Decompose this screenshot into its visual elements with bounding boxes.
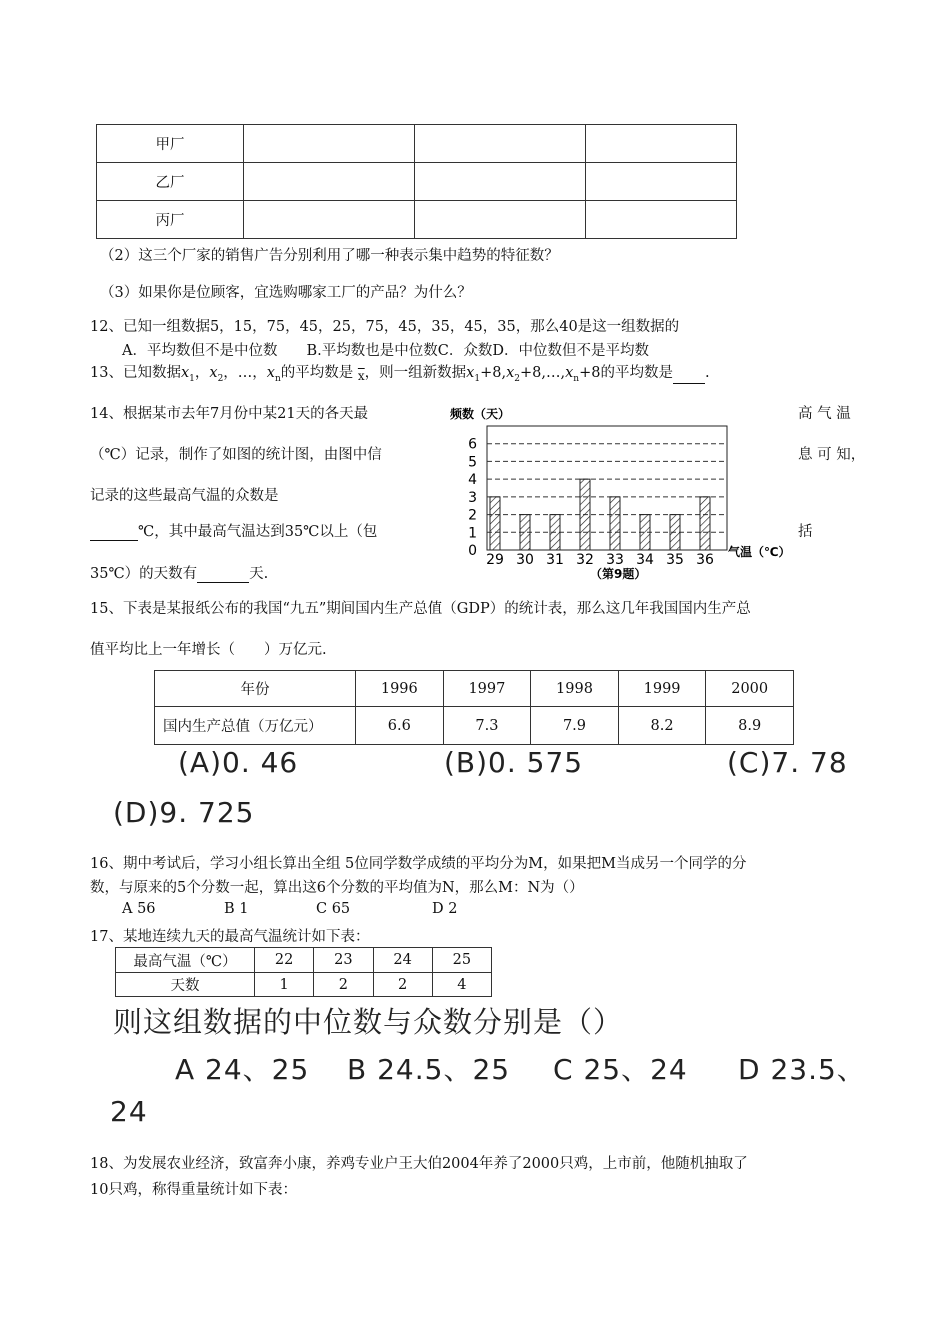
temp-cell: 4 <box>432 973 491 997</box>
chart-x-tick-label: 29 <box>486 552 504 568</box>
q16-option-b: B 1 <box>224 901 249 917</box>
gdp-header: 1999 <box>618 671 706 707</box>
chart-x-tick-label: 34 <box>636 552 654 568</box>
q14-line1-left: 14、根据某市去年7月份中某21天的各天最 <box>90 406 369 422</box>
q13-text: +8, <box>520 365 546 381</box>
var: x <box>466 365 475 381</box>
chart-bar <box>550 515 560 550</box>
temp-header: 23 <box>314 948 373 973</box>
gdp-cell: 8.9 <box>706 707 794 745</box>
q12-stem: 12、已知一组数据5，15，75，45，25，75，45，35，45，35，那么40是这一组数据的 <box>90 319 680 335</box>
temp-cell: 2 <box>314 973 373 997</box>
q14-line3: 记录的这些最高气温的众数是 <box>90 488 279 504</box>
q15-option-d: (D)9. 725 <box>113 796 255 829</box>
q14-text: 天. <box>249 566 269 582</box>
table-cell <box>415 201 586 239</box>
q17-option-d-cont: 24 <box>110 1095 148 1128</box>
q13-text: +8, <box>480 365 507 381</box>
temp-cell: 1 <box>255 973 314 997</box>
chart-bar <box>610 497 620 550</box>
chart-x-tick-label: 33 <box>606 552 624 568</box>
temp-header: 最高气温（℃） <box>116 948 255 973</box>
q15-line1: 15、下表是某报纸公布的我国“九五”期间国内生产总值（GDP）的统计表，那么这几年我国国内生产总 <box>90 601 751 617</box>
q11-part3: （3）如果你是位顾客，宜选购哪家工厂的产品？为什么？ <box>100 285 472 301</box>
q16-line1: 16、期中考试后，学习小组长算出全组 5位同学数学成绩的平均分为M，如果把M当成另一个同学的分 <box>90 856 747 872</box>
table-cell <box>586 201 737 239</box>
chart-bar <box>640 515 650 550</box>
q18-line2: 10只鸡，称得重量统计如下表： <box>90 1182 297 1198</box>
chart-x-tick-label: 31 <box>546 552 564 568</box>
gdp-header: 2000 <box>706 671 794 707</box>
gdp-cell: 8.2 <box>618 707 706 745</box>
q15-option-b: (B)0. 575 <box>444 746 584 779</box>
chart-bar <box>700 497 710 550</box>
table-cell <box>244 201 415 239</box>
q13-text: ，…， <box>223 365 267 381</box>
q14-line1-right: 高 气 温 <box>798 406 851 422</box>
table-cell <box>415 125 586 163</box>
q13-text: . <box>704 365 710 381</box>
table-cell <box>415 163 586 201</box>
gdp-header: 1996 <box>356 671 444 707</box>
chart-x-tick-label: 36 <box>696 552 714 568</box>
chart-bar <box>520 515 530 550</box>
chart-x-axis-label: 气温（℃） <box>728 545 791 559</box>
q17-question: 则这组数据的中位数与众数分别是（） <box>113 1005 624 1039</box>
factory-table <box>96 124 737 239</box>
temp-cell: 天数 <box>116 973 255 997</box>
temp-header: 24 <box>373 948 432 973</box>
q13-text: +8 <box>579 365 601 381</box>
gdp-header: 年份 <box>155 671 356 707</box>
subscript: n <box>573 373 580 384</box>
chart-bar <box>580 479 590 550</box>
temp-header: 22 <box>255 948 314 973</box>
subscript: 2 <box>217 373 224 384</box>
table-cell <box>586 125 737 163</box>
q13-text: 13、已知数据 <box>90 365 181 381</box>
subscript: 1 <box>189 373 195 384</box>
chart-y-tick-label: 5 <box>468 454 477 471</box>
q15-option-a: (A)0. 46 <box>178 746 299 779</box>
gdp-header: 1998 <box>531 671 619 707</box>
chart-y-tick-label: 2 <box>468 507 477 524</box>
chart-bar <box>490 497 500 550</box>
q11-part2: （2）这三个厂家的销售广告分别利用了哪一种表示集中趋势的特征数？ <box>100 248 559 264</box>
chart-y-tick-label: 1 <box>468 525 477 542</box>
chart-x-tick-label: 30 <box>516 552 534 568</box>
answer-blank <box>197 582 249 583</box>
subscript: 2 <box>514 373 520 384</box>
chart-y-tick-label: 6 <box>468 436 477 453</box>
q16-line2: 数，与原来的5个分数一起，算出这6个分数的平均值为N，那么M：N为（） <box>90 880 584 896</box>
gdp-cell: 7.3 <box>443 707 531 745</box>
q14-text: 35℃）的天数有 <box>90 566 198 582</box>
table-cell <box>586 163 737 201</box>
gdp-table <box>154 670 794 745</box>
gdp-header: 1997 <box>443 671 531 707</box>
q14-line2-right: 息 可 知， <box>798 447 866 463</box>
var: x <box>209 365 218 381</box>
temperature-table <box>115 947 492 997</box>
q17-stem: 17、某地连续九天的最高气温统计如下表： <box>90 929 370 945</box>
chart-bar <box>670 515 680 550</box>
chart-caption: （第9题） <box>590 567 647 581</box>
answer-blank <box>673 383 705 384</box>
factory-row-label: 甲厂 <box>97 125 244 163</box>
var: x <box>565 365 574 381</box>
subscript: n <box>274 373 281 384</box>
q14-line4 <box>90 520 377 541</box>
q17-option-d: D 23.5、 <box>738 1053 866 1086</box>
gdp-cell: 6.6 <box>356 707 444 745</box>
x-bar-symbol: x <box>357 369 365 383</box>
gdp-cell: 国内生产总值（万亿元） <box>155 707 356 745</box>
q17-option-a: A 24、25 <box>175 1053 310 1086</box>
temp-header: 25 <box>432 948 491 973</box>
q14-line4-right: 括 <box>798 524 813 540</box>
q15-option-c: (C)7. 78 <box>727 746 848 779</box>
q17-option-c: C 25、24 <box>553 1053 688 1086</box>
temp-cell: 2 <box>373 973 432 997</box>
q15-line2: 值平均比上一年增长（ ）万亿元. <box>90 642 327 658</box>
chart-y-axis-label: 频数（天） <box>450 407 511 421</box>
q16-option-a: A 56 <box>122 901 156 917</box>
q16-option-d: D 2 <box>432 901 458 917</box>
q13-text: ，则一组新数据 <box>364 365 467 381</box>
factory-row-label: 乙厂 <box>97 163 244 201</box>
subscript: 1 <box>474 373 481 384</box>
chart-y-tick-label: 3 <box>468 489 477 506</box>
q13-line: 13、已知数据$x_1$，$x_2$，…，$x_n$的平均数是 $_{\overline{x}}$，则一组新数据$x_1+8,x_2+8,\dots,x_n+8$的平均数是 . <box>90 365 710 384</box>
chart-y-tick-label: 4 <box>468 472 477 489</box>
answer-blank <box>90 540 138 541</box>
var: x <box>506 365 515 381</box>
gdp-cell: 7.9 <box>531 707 619 745</box>
temperature-frequency-chart <box>440 404 800 584</box>
q16-option-c: C 65 <box>316 901 351 917</box>
chart-x-tick-label: 32 <box>576 552 594 568</box>
q18-line1: 18、为发展农业经济，致富奔小康，养鸡专业户王大伯2004年养了2000只鸡，上市前，他随机抽取了 <box>90 1156 748 1172</box>
q14-line5 <box>90 562 268 583</box>
q13-text: …, <box>545 365 566 381</box>
q14-text: ℃，其中最高气温达到35℃以上（包 <box>138 524 378 540</box>
table-cell <box>244 163 415 201</box>
q13-text: 的平均数是 <box>600 365 673 381</box>
q13-text: 的平均数是 <box>280 365 354 381</box>
table-cell <box>244 125 415 163</box>
q14-line2-left: （℃）记录，制作了如图的统计图，由图中信 <box>90 447 382 463</box>
factory-row-label: 丙厂 <box>97 201 244 239</box>
chart-y-tick-label: 0 <box>468 543 477 559</box>
var: x <box>266 365 275 381</box>
chart-x-tick-label: 35 <box>666 552 684 568</box>
q17-option-b: B 24.5、25 <box>347 1053 511 1086</box>
var: x <box>180 365 190 381</box>
q12-options: A．平均数但不是中位数 B.平均数也是中位数C．众数D．中位数但不是平均数 <box>122 343 649 359</box>
